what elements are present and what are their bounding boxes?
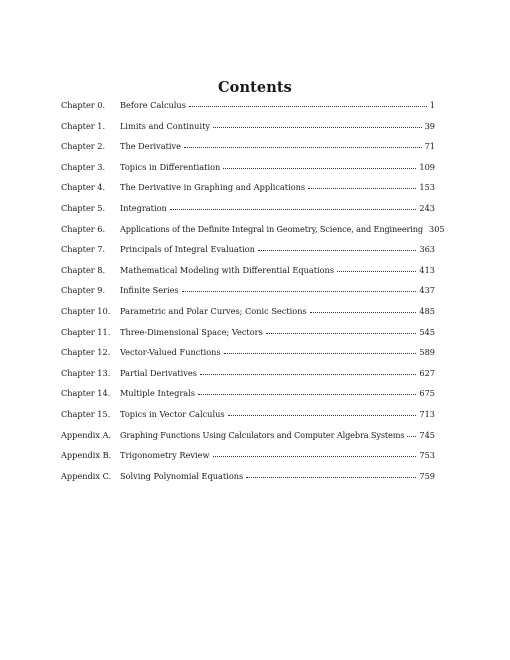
toc-entry-page: 589 xyxy=(419,347,435,358)
toc-entry-title: Parametric and Polar Curves; Conic Sections xyxy=(120,305,307,316)
toc-entry-page: 1 xyxy=(429,100,435,110)
toc-entry-title: Topics in Differentiation xyxy=(120,161,221,172)
toc-entry-label: Chapter 10. xyxy=(61,305,111,316)
toc-entry-label: Chapter 8. xyxy=(61,264,106,275)
toc-entry-title: Integration xyxy=(120,202,167,213)
toc-entry-label: Chapter 12. xyxy=(61,347,111,358)
toc-entry[interactable] xyxy=(61,161,435,182)
toc-entry-label: Chapter 4. xyxy=(61,182,106,193)
toc-entry-page: 759 xyxy=(419,470,435,481)
toc-entry-title: Infinite Series xyxy=(120,285,179,296)
toc-entry-title: Before Calculus xyxy=(120,100,186,110)
dot-leader xyxy=(182,283,417,292)
toc-entry-title: Three-Dimensional Space; Vectors xyxy=(120,326,263,337)
toc-entry-title: Multiple Integrals xyxy=(120,388,195,399)
toc-entry-label: Appendix B. xyxy=(61,450,112,461)
dot-leader xyxy=(266,325,417,334)
toc-entry-label: Chapter 13. xyxy=(61,367,111,378)
dot-leader xyxy=(184,139,422,148)
toc-entry-page: 745 xyxy=(419,429,435,440)
dot-leader xyxy=(407,428,416,437)
dot-leader xyxy=(213,119,422,128)
toc-entry-page: 363 xyxy=(419,244,435,255)
toc-entry[interactable] xyxy=(61,387,435,408)
toc-entry-label: Chapter 14. xyxy=(61,388,111,399)
table-of-contents xyxy=(61,99,445,490)
dot-leader xyxy=(198,386,416,395)
toc-entry-page: 153 xyxy=(419,182,435,193)
toc-entry-title: The Derivative xyxy=(120,141,182,152)
toc-entry-page: 413 xyxy=(419,264,435,275)
page-title: Contents xyxy=(218,79,292,96)
toc-entry-title: Principals of Integral Evaluation xyxy=(120,244,255,255)
toc-entry-title: Mathematical Modeling with Differential Equations xyxy=(120,264,335,275)
toc-entry-label: Chapter 5. xyxy=(61,202,106,213)
toc-entry-label: Appendix A. xyxy=(61,429,112,440)
toc-entry-label: Chapter 3. xyxy=(61,161,106,172)
toc-entry-page: 753 xyxy=(419,450,435,461)
toc-entry-title: Solving Polynomial Equations xyxy=(120,470,244,481)
toc-entry-title: Vector-Valued Functions xyxy=(120,347,221,358)
toc-entry[interactable] xyxy=(61,99,435,120)
toc-entry-title: Graphing Functions Using Calculators and Computer Algebra Systems xyxy=(120,429,405,440)
toc-entry[interactable] xyxy=(61,243,435,264)
toc-entry[interactable] xyxy=(61,181,435,202)
toc-entry-label: Appendix C. xyxy=(61,470,112,481)
toc-entry-page: 713 xyxy=(419,408,435,419)
toc-entry-page: 545 xyxy=(419,326,435,337)
toc-entry-page: 305 xyxy=(428,223,445,234)
toc-entry-label: Chapter 0. xyxy=(61,100,106,110)
toc-entry-title: Topics in Vector Calculus xyxy=(120,408,225,419)
dot-leader xyxy=(189,98,427,107)
toc-entry-page: 485 xyxy=(419,305,435,316)
toc-entry[interactable] xyxy=(61,449,435,470)
toc-entry[interactable] xyxy=(61,470,435,491)
toc-entry-page: 675 xyxy=(419,388,435,399)
toc-entry[interactable] xyxy=(61,264,435,285)
toc-entry[interactable] xyxy=(61,223,445,244)
toc-entry-title: Partial Derivatives xyxy=(120,367,197,378)
toc-entry[interactable] xyxy=(61,202,435,223)
toc-entry-label: Chapter 2. xyxy=(61,141,106,152)
dot-leader xyxy=(213,448,417,457)
toc-entry-label: Chapter 1. xyxy=(61,120,106,131)
toc-entry[interactable] xyxy=(61,346,435,367)
toc-entry[interactable] xyxy=(61,408,435,429)
toc-entry-label: Chapter 7. xyxy=(61,244,106,255)
toc-entry-page: 243 xyxy=(419,202,435,213)
toc-entry-title: The Derivative in Graphing and Applications xyxy=(120,182,306,193)
dot-leader xyxy=(224,345,417,354)
dot-leader xyxy=(337,263,416,272)
toc-entry-page: 437 xyxy=(419,285,435,296)
toc-entry[interactable] xyxy=(61,326,435,347)
dot-leader xyxy=(200,366,416,375)
toc-entry-title: Applications of the Definite Integral in Geometry, Science, and Engineering xyxy=(120,223,423,234)
toc-entry-page: 109 xyxy=(419,161,435,172)
toc-entry-page: 39 xyxy=(424,120,435,131)
dot-leader xyxy=(308,180,416,189)
toc-entry-label: Chapter 15. xyxy=(61,408,111,419)
dot-leader xyxy=(170,201,417,210)
toc-entry-page: 627 xyxy=(419,367,435,378)
toc-entry[interactable] xyxy=(61,120,435,141)
toc-entry-label: Chapter 6. xyxy=(61,223,106,234)
toc-entry-label: Chapter 11. xyxy=(61,326,111,337)
toc-entry-label: Chapter 9. xyxy=(61,285,106,296)
dot-leader xyxy=(310,304,417,313)
toc-entry[interactable] xyxy=(61,140,435,161)
dot-leader xyxy=(246,469,416,478)
toc-entry-title: Trigonometry Review xyxy=(120,450,210,461)
dot-leader xyxy=(258,242,416,251)
dot-leader xyxy=(228,407,417,416)
toc-entry[interactable] xyxy=(61,429,435,450)
toc-entry[interactable] xyxy=(61,305,435,326)
toc-entry-page: 71 xyxy=(424,141,435,152)
toc-entry[interactable] xyxy=(61,284,435,305)
toc-entry-title: Limits and Continuity xyxy=(120,120,210,131)
dot-leader xyxy=(223,160,416,169)
toc-entry[interactable] xyxy=(61,367,435,388)
